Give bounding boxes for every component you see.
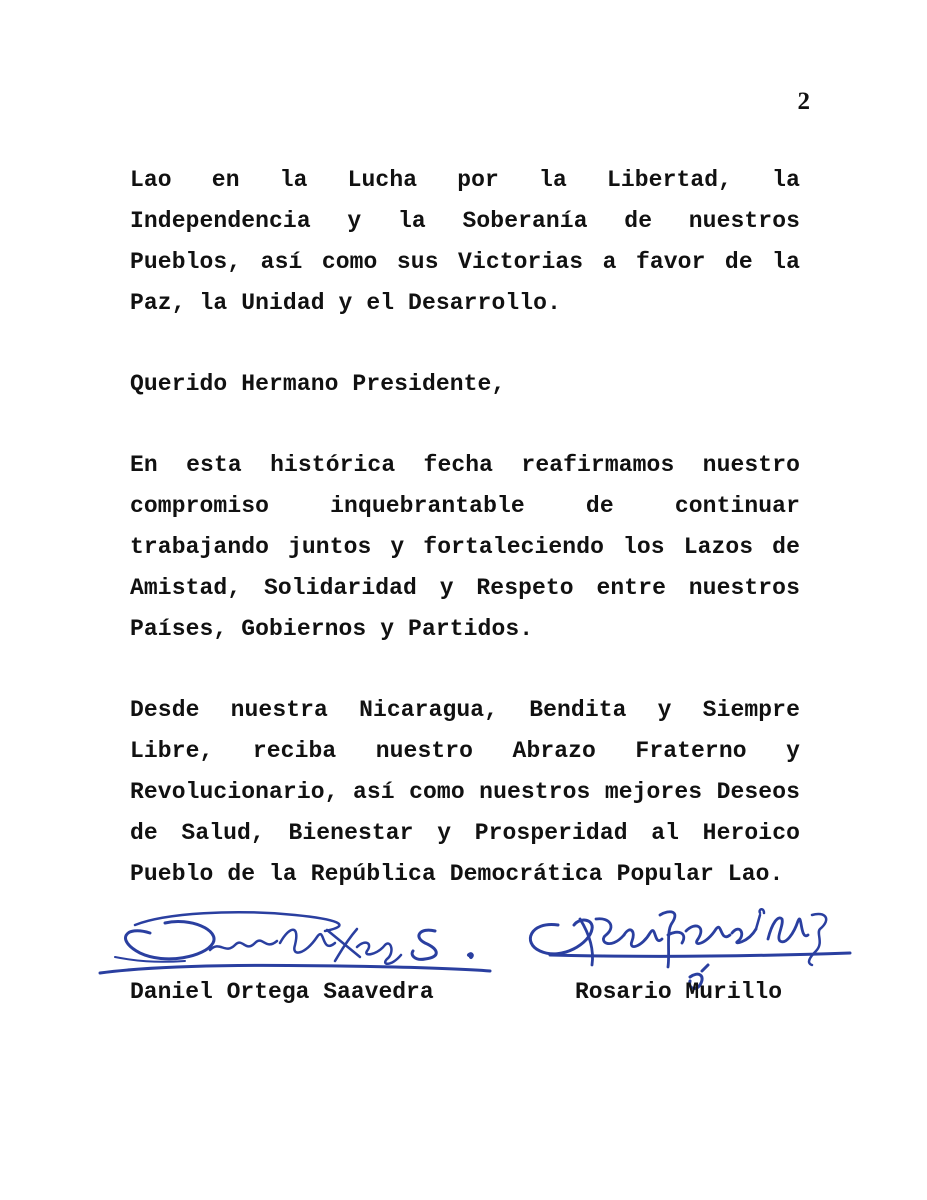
signature-block xyxy=(95,895,855,1025)
letter-body xyxy=(130,160,800,935)
paragraph-greetings: Desde nuestra Nicaragua, Bendita y Siempre Libre, reciba nuestro Abrazo Fraterno y Revolucionario, así como nuestros mejores Deseos de Salud, Bienestar y Prosperidad al Heroico Pueblo de la República Democrática Popular Lao. xyxy=(130,697,800,887)
paragraph-salutation: Querido Hermano Presidente, xyxy=(130,371,506,397)
paragraph-closing-struggle: Lao en la Lucha por la Libertad, la Independencia y la Soberanía de nuestros Pueblos, así como sus Victorias a favor de la Paz, la Unidad y el Desarrollo. xyxy=(130,167,800,316)
page-number: 2 xyxy=(797,88,810,115)
paragraph-commitment: En esta histórica fecha reafirmamos nuestro compromiso inquebrantable de continuar trabajando juntos y fortaleciendo los Lazos de Amistad, Solidaridad y Respeto entre nuestros Países, Gobiernos y Partidos. xyxy=(130,452,800,642)
signer-name-ortega: Daniel Ortega Saavedra xyxy=(130,979,434,1005)
signature-ortega-image xyxy=(95,895,495,990)
signer-name-murillo: Rosario Murillo xyxy=(575,979,783,1005)
